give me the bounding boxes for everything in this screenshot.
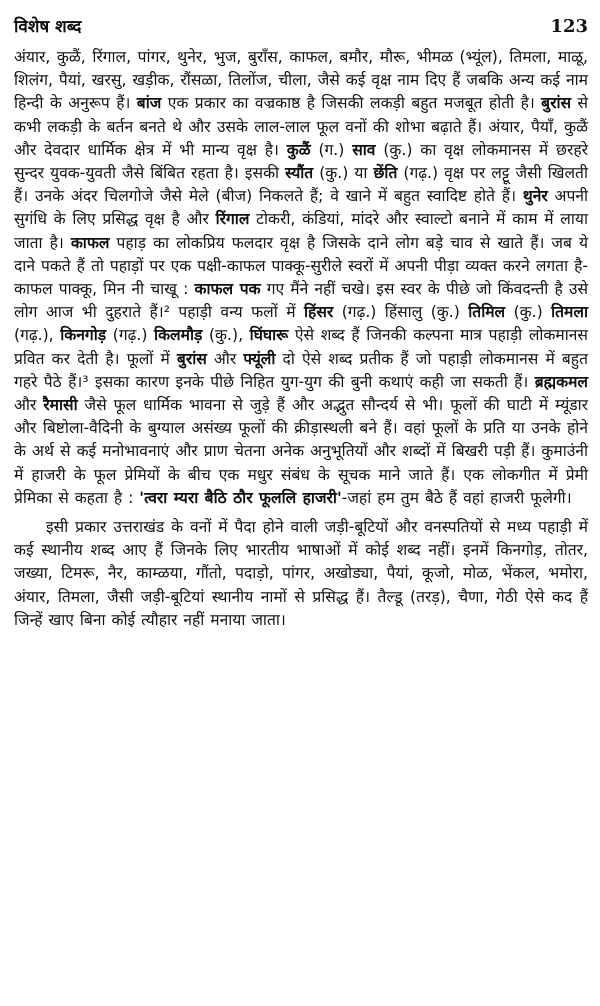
bold-term: कुळैं	[286, 140, 311, 159]
bold-term: रिंगाल	[215, 210, 250, 229]
bold-term: किलमौड़	[154, 326, 203, 345]
text-run: पहाड़ का लोकप्रिय फलदार वृक्ष है जिसके दाने लोग बड़े चाव से खाते हैं। जब ये दाने पकते हैं तो पहाड़ों पर एक पक्षी-काफल पाक्कू-सुरीले स्वरों में अपनी पीड़ा व्यक्त करने लगता है-काफल पाक्कू, मिन नी चाखू :	[14, 233, 589, 299]
bold-term: काफल पक	[194, 280, 261, 299]
text-run: अंयार, कुळैं, रिंगाल, पांगर, थुनेर, भुज, बुराँस, काफल, बमौर, मौरू, भीमळ (भ्यूंल), तिमला, माळू, शिलंग, पैयां, खरसु, खड़ीक, रौंसळा, तिलोंज, चीला, जैसे कई वृक्ष नाम दिए हैं जबकि अन्य कई नाम हिन्दी के अनुरूप हैं।	[14, 48, 588, 113]
text-run: (कु.) का वृक्ष लोकमानस में छरहरे सुन्दर युवक-युवती जैसे बिंबित रहता है। इसकी	[14, 140, 588, 183]
bold-term: काफल	[70, 233, 110, 252]
text-run: (कु.)	[505, 303, 552, 322]
text-run: एक प्रकार का वज्रकाष्ठ है जिसकी लकड़ी बहुत मजबूत होती है।	[161, 94, 542, 113]
text-run: (गढ़.) हिंसालु (कु.)	[333, 303, 469, 322]
text-run: जैसे फूल धार्मिक भावना से जुड़े हैं और अद्भुत सौन्दर्य से भी। फूलों की घाटी में म्यूंडार और बिष्टोला-वैदिनी के बुग्याल असंख्य फूलों की क्रीड़ास्थली बने हैं। वहां फूलों के प्रति या उनके होने के अर्थ से कई मनोभावनाएं और प्राण चेतना अनेक अनुभूतियों और शब्दों में बिखरी पड़ी हैं। कुमाउंनी में हाजरी के फूल प्रेमियों के बीच एक मधुर संबंध के सूचक माने जाते हैं। एक लोकगीत में प्रेमी प्रेमिका से कहता है :	[14, 396, 588, 507]
bold-term: किनगोड़	[60, 326, 107, 345]
text-run: (कु.) या	[313, 164, 374, 183]
text-run: और	[14, 396, 44, 415]
bold-term: बांज	[136, 94, 162, 113]
text-run: (ग.)	[310, 140, 353, 159]
bold-term: तिमला	[551, 303, 588, 322]
text-run: -जहां हम तुम बैठे हैं वहां हाजरी फूलेगी।	[341, 488, 572, 507]
folk-song-quote: 'त्वरा म्यरा बैठि ठौर फूललि हाजरी'	[139, 488, 342, 507]
bold-term: थुनेर	[522, 187, 548, 206]
chapter-title: विशेष शब्द	[14, 17, 82, 37]
bold-term: घिंघारू	[249, 326, 289, 345]
paragraph-1	[14, 46, 588, 510]
text-run: टोकरी, कंडियां, मांदरे और स्वाल्टो बनाने में काम में लाया जाता है।	[14, 210, 588, 252]
running-header	[14, 14, 588, 40]
bold-term: हिंसर	[304, 303, 334, 322]
text-run: (गढ़.) वृक्ष पर लट्टू जैसी खिलती हैं। उनके अंदर चिलगोजे जैसे मेले (बीज) निकलते हैं; वे खाने में बहुत स्वादिष्ट होते हैं।	[14, 164, 588, 206]
text-run: ऐसे शब्द हैं जिनकी कल्पना मात्र पहाड़ी लोकमानस प्रवित कर देती है। फूलों में	[14, 326, 588, 368]
bold-term: रैमासी	[43, 396, 78, 415]
body-text	[14, 46, 588, 632]
text-run: (कु.),	[202, 326, 250, 345]
bold-term: छेंति	[373, 164, 398, 183]
bold-term: फ्यूंली	[243, 349, 276, 368]
text-run: से कभी लकड़ी के बर्तन बनते थे और उसके लाल-लाल फूल वनों की शोभा बढ़ाते हैं। अंयार, पैयाँ, कुळैं और देवदार धार्मिक क्षेत्र में भी मान्य वृक्ष है।	[14, 94, 588, 159]
bold-term: तिमिल	[468, 303, 506, 322]
text-run: गए मैंने नहीं चखे। इस स्वर के पीछे जो किंवदन्ती है उसे लोग आज भी दुहराते हैं।² पहाड़ी वन्य फलों में	[14, 280, 588, 322]
bold-term: ब्रह्मकमल	[534, 372, 588, 391]
page-number: 123	[550, 16, 588, 37]
text-run: अपनी सुगंधि के लिए प्रसिद्ध वृक्ष है और	[14, 187, 589, 229]
bold-term: स्यौंत	[285, 164, 314, 183]
bold-term: बुरांस	[176, 349, 207, 368]
paragraph-2: इसी प्रकार उत्तराखंड के वनों में पैदा होने वाली जड़ी-बूटियों और वनस्पतियों से मध्य पहाड़ी में कई स्थानीय शब्द आए हैं जिनके लिए भारतीय भाषाओं में कोई शब्द नहीं। इनमें किनगोड़, तोतर, जख्या, टिमरू, नैर, काम्ळया, गौंतो, पदाड़ो, पांगर, अखोड्या, पैयां, कूजो, मोळ, भेंकल, भमोरा, अंयार, तिमला, जैसी जड़ी-बूटियां स्थानीय नामों से प्रसिद्ध हैं। तैल्डू (तरड़), चैणा, गेठी ऐसे कद हैं जिन्हें खाए बिना कोई त्यौहार नहीं मनाया जाता।	[14, 518, 588, 629]
text-run: (गढ़.)	[106, 326, 155, 345]
bold-term: साव	[352, 140, 376, 159]
text-run: (गढ़.),	[14, 326, 61, 345]
text-run: दो ऐसे शब्द प्रतीक हैं जो पहाड़ी लोकमानस में बहुत गहरे पैठे हैं।³ इसका कारण इनके पीछे निहित युग-युग की बुनी कथाएं कही जा सकती हैं।	[14, 349, 588, 391]
bold-term: बुरांस	[541, 94, 572, 113]
text-run: और	[206, 349, 244, 368]
